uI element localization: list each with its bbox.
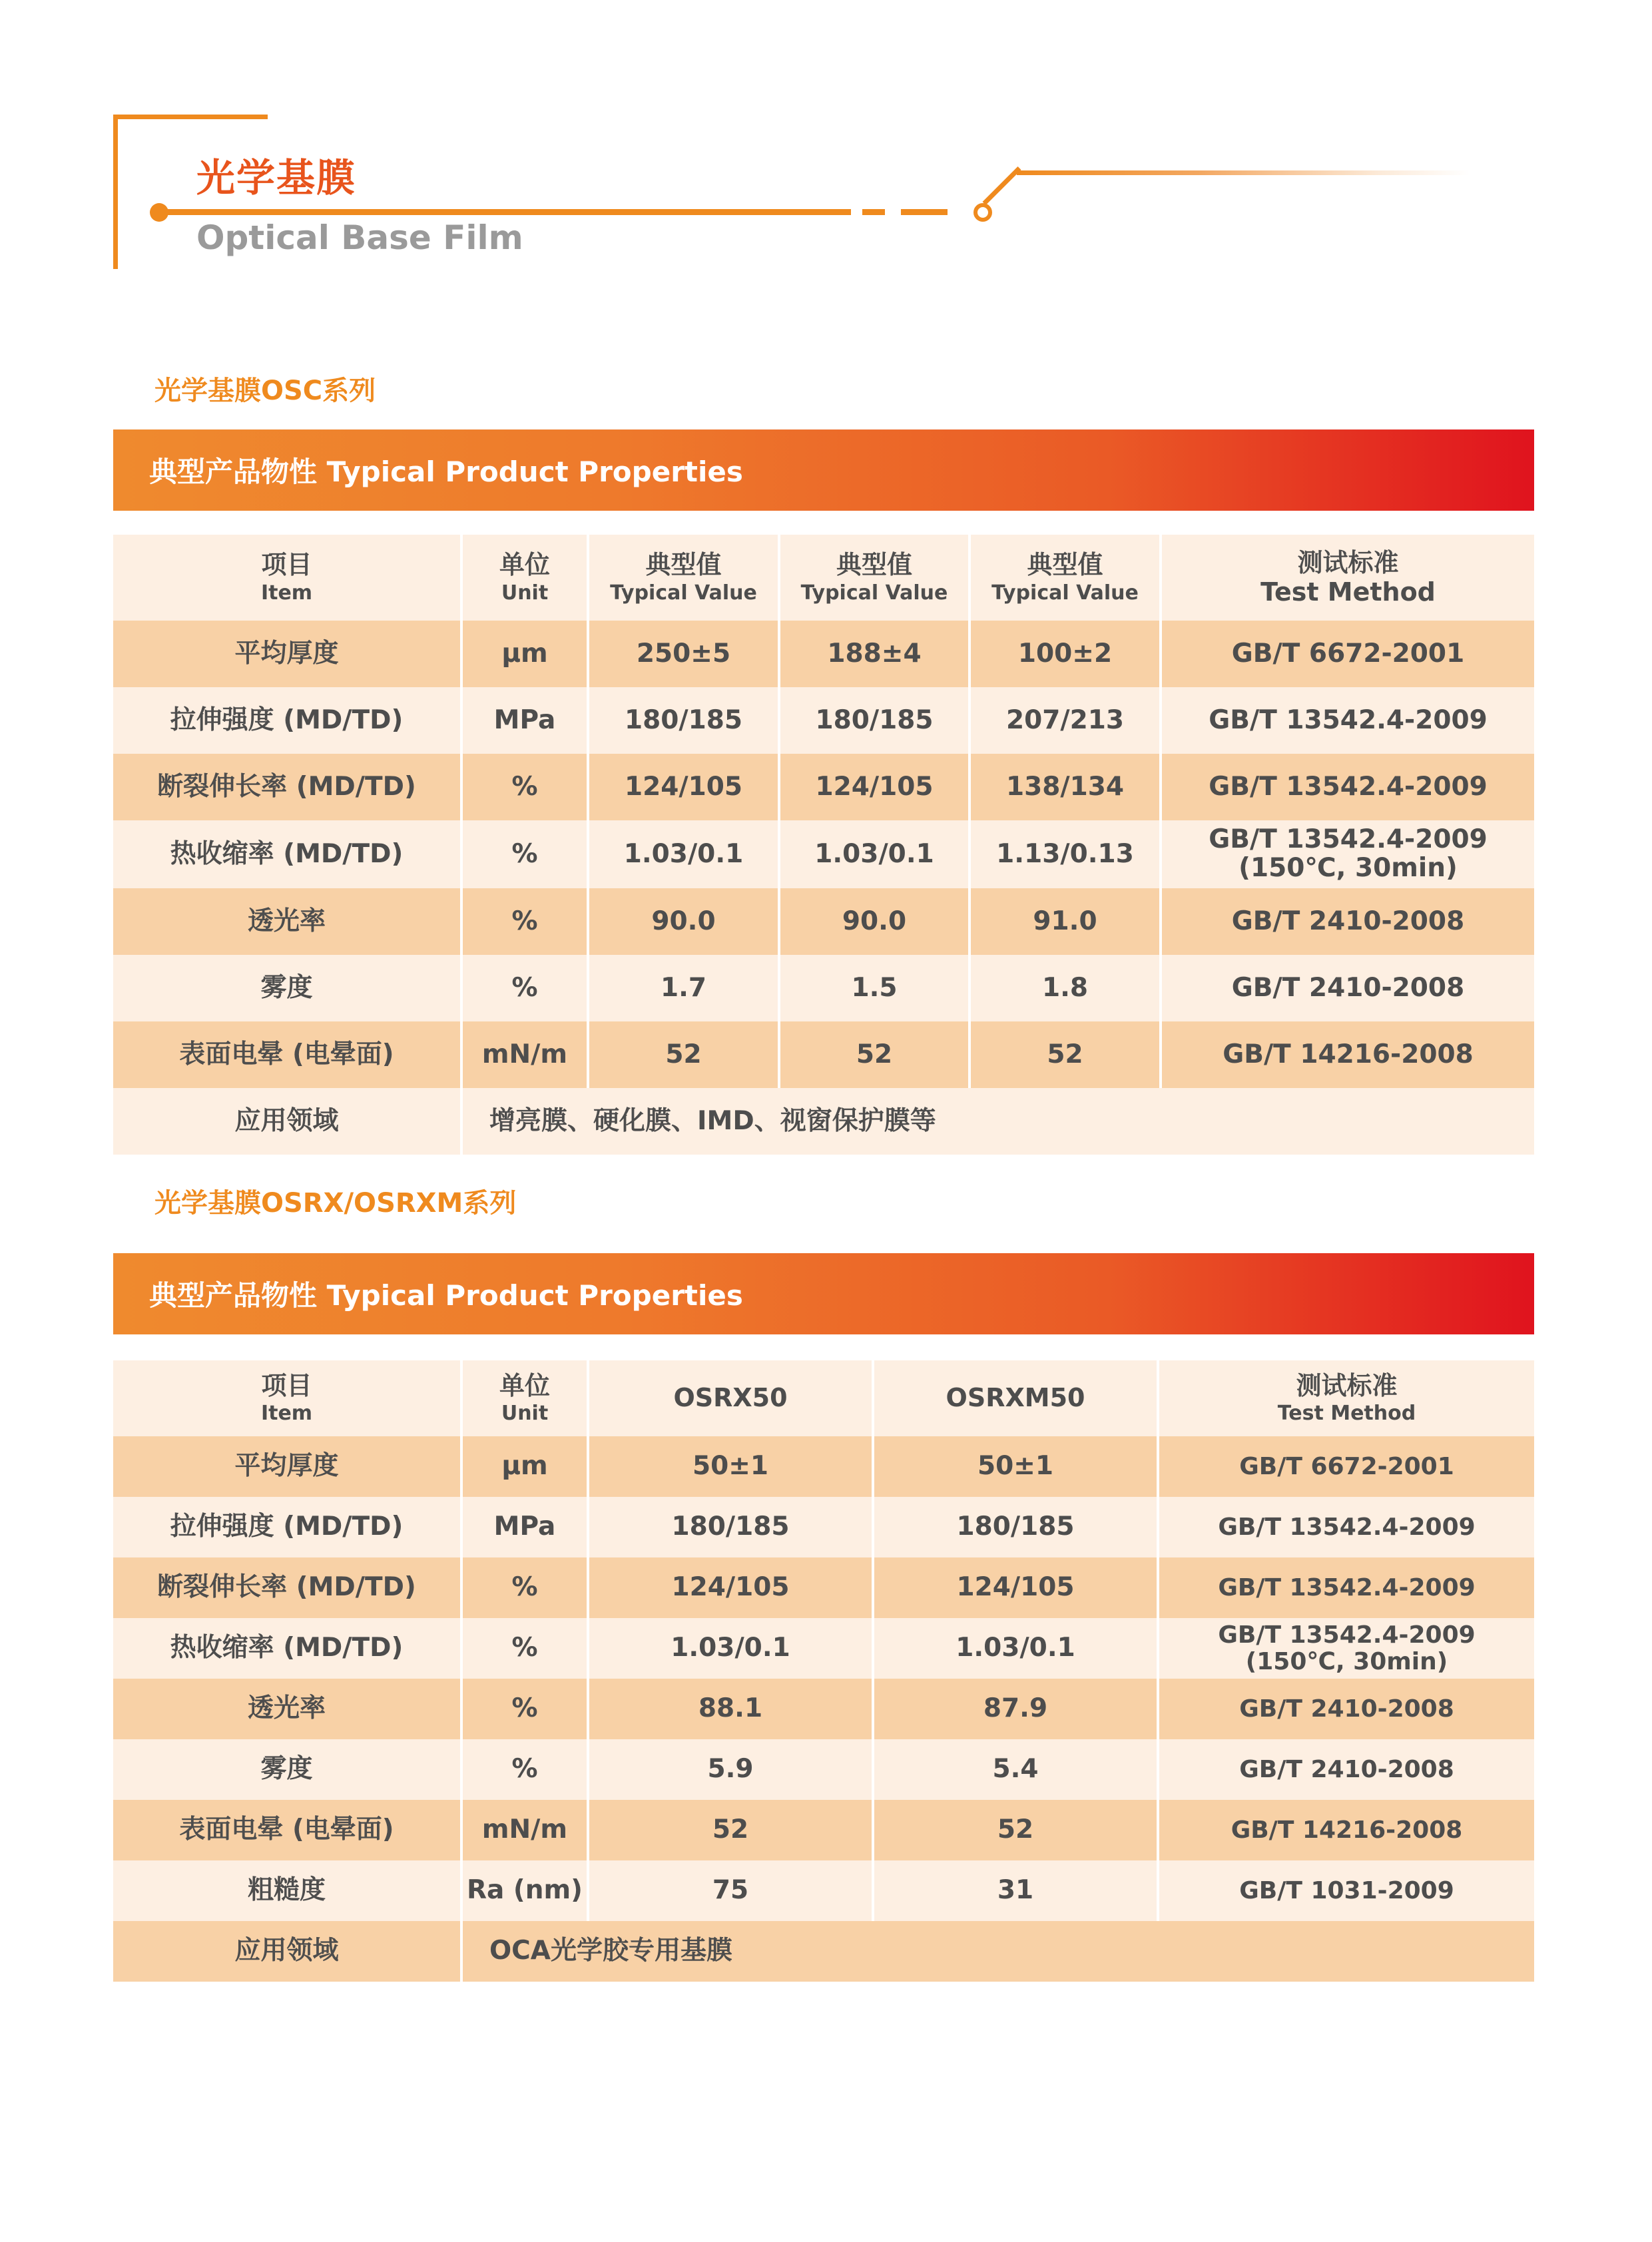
cell-value: 90.0 — [779, 888, 969, 955]
cell-value: 31 — [873, 1860, 1158, 1921]
header-item: 项目 Item — [113, 1360, 461, 1436]
cell-method: GB/T 13542.4-2009 — [1161, 687, 1534, 754]
corner-bar-top — [113, 115, 268, 119]
table-row — [113, 1860, 1534, 1921]
cell-value: 50±1 — [873, 1436, 1158, 1497]
header-line — [160, 209, 851, 215]
cell-value: 180/185 — [779, 687, 969, 754]
application-row — [113, 1088, 1534, 1155]
cell-value: 87.9 — [873, 1679, 1158, 1739]
cell-item: 拉伸强度 (MD/TD) — [113, 687, 461, 754]
cell-value: 180/185 — [873, 1497, 1158, 1557]
header-osrx50: OSRX50 — [588, 1360, 873, 1436]
cell-item: 平均厚度 — [113, 1436, 461, 1497]
cell-item: 热收缩率 (MD/TD) — [113, 1618, 461, 1679]
cell-value: 75 — [588, 1860, 873, 1921]
cell-value: 1.03/0.1 — [588, 1618, 873, 1679]
cell-unit: μm — [461, 621, 588, 687]
header-line-diagonal — [983, 166, 1021, 205]
cell-method: GB/T 2410-2008 — [1161, 888, 1534, 955]
cell-value: 88.1 — [588, 1679, 873, 1739]
header-line-dash — [862, 209, 885, 215]
header-unit: 单位 Unit — [461, 1360, 588, 1436]
cell-unit: % — [461, 1679, 588, 1739]
header-typical-value: 典型值 Typical Value — [588, 535, 779, 621]
page-title: 光学基膜 — [196, 155, 357, 200]
table-row — [113, 820, 1534, 888]
cell-value: 1.03/0.1 — [588, 820, 779, 888]
cell-value: 250±5 — [588, 621, 779, 687]
cell-value: 124/105 — [779, 754, 969, 820]
cell-unit: mN/m — [461, 1800, 588, 1860]
cell-method: GB/T 13542.4-2009 (150℃, 30min) — [1161, 820, 1534, 888]
cell-value: 207/213 — [969, 687, 1161, 754]
cell-unit: % — [461, 955, 588, 1021]
corner-bar-left — [113, 115, 118, 269]
cell-unit: mN/m — [461, 1021, 588, 1088]
cell-item: 应用领域 — [113, 1088, 461, 1155]
cell-value: 1.13/0.13 — [969, 820, 1161, 888]
cell-unit: % — [461, 1557, 588, 1618]
cell-value: 5.9 — [588, 1739, 873, 1800]
cell-value: 1.7 — [588, 955, 779, 1021]
header-line-dot — [150, 203, 168, 222]
cell-unit: MPa — [461, 687, 588, 754]
table-row — [113, 1739, 1534, 1800]
cell-item: 粗糙度 — [113, 1860, 461, 1921]
cell-item: 雾度 — [113, 1739, 461, 1800]
cell-value: 188±4 — [779, 621, 969, 687]
cell-method: GB/T 14216-2008 — [1158, 1800, 1534, 1860]
cell-value: 52 — [969, 1021, 1161, 1088]
table-row — [113, 1557, 1534, 1618]
cell-value: 124/105 — [588, 1557, 873, 1618]
cell-unit: % — [461, 1739, 588, 1800]
cell-item: 透光率 — [113, 888, 461, 955]
cell-item: 断裂伸长率 (MD/TD) — [113, 754, 461, 820]
cell-value: 5.4 — [873, 1739, 1158, 1800]
cell-value: 100±2 — [969, 621, 1161, 687]
cell-value: 180/185 — [588, 687, 779, 754]
cell-method: GB/T 2410-2008 — [1158, 1739, 1534, 1800]
application-row — [113, 1921, 1534, 1982]
cell-value: 91.0 — [969, 888, 1161, 955]
cell-value: 90.0 — [588, 888, 779, 955]
table-row — [113, 1679, 1534, 1739]
cell-value: 138/134 — [969, 754, 1161, 820]
cell-item: 雾度 — [113, 955, 461, 1021]
header-osrxm50: OSRXM50 — [873, 1360, 1158, 1436]
cell-value: 50±1 — [588, 1436, 873, 1497]
header-line-dash — [901, 209, 948, 215]
header-test-method: 测试标准 Test Method — [1161, 535, 1534, 621]
table-row — [113, 955, 1534, 1021]
cell-unit: % — [461, 1618, 588, 1679]
cell-value: 52 — [873, 1800, 1158, 1860]
application-value: OCA光学胶专用基膜 — [461, 1921, 1534, 1982]
cell-unit: % — [461, 888, 588, 955]
cell-method: GB/T 13542.4-2009 — [1161, 754, 1534, 820]
properties-banner: 典型产品物性 Typical Product Properties — [113, 429, 1534, 511]
cell-method: GB/T 6672-2001 — [1158, 1436, 1534, 1497]
properties-banner: 典型产品物性 Typical Product Properties — [113, 1253, 1534, 1334]
table-row — [113, 1436, 1534, 1497]
header-test-method: 测试标准 Test Method — [1158, 1360, 1534, 1436]
cell-unit: μm — [461, 1436, 588, 1497]
section-title-osc: 光学基膜OSC系列 — [154, 376, 376, 406]
cell-value: 1.03/0.1 — [779, 820, 969, 888]
table-header-row — [113, 535, 1534, 621]
cell-value: 124/105 — [873, 1557, 1158, 1618]
cell-value: 1.03/0.1 — [873, 1618, 1158, 1679]
cell-method: GB/T 6672-2001 — [1161, 621, 1534, 687]
osrx-properties-table — [113, 1360, 1534, 1982]
cell-item: 应用领域 — [113, 1921, 461, 1982]
cell-item: 表面电晕 (电晕面) — [113, 1021, 461, 1088]
table-row — [113, 621, 1534, 687]
cell-method: GB/T 1031-2009 — [1158, 1860, 1534, 1921]
header-line-fade — [1017, 170, 1470, 175]
table-header-row — [113, 1360, 1534, 1436]
cell-value: 52 — [779, 1021, 969, 1088]
application-value: 增亮膜、硬化膜、IMD、视窗保护膜等 — [461, 1088, 1534, 1155]
cell-item: 透光率 — [113, 1679, 461, 1739]
cell-unit: % — [461, 754, 588, 820]
osc-properties-table — [113, 535, 1534, 1155]
table-row — [113, 687, 1534, 754]
cell-method: GB/T 13542.4-2009 — [1158, 1557, 1534, 1618]
header-line-ring — [973, 203, 992, 222]
header-item: 项目 Item — [113, 535, 461, 621]
section-title-osrx: 光学基膜OSRX/OSRXM系列 — [154, 1188, 517, 1219]
cell-value: 52 — [588, 1800, 873, 1860]
page-subtitle: Optical Base Film — [196, 218, 523, 257]
cell-value: 1.8 — [969, 955, 1161, 1021]
cell-value: 1.5 — [779, 955, 969, 1021]
cell-value: 180/185 — [588, 1497, 873, 1557]
table-row — [113, 1800, 1534, 1860]
cell-unit: Ra (nm) — [461, 1860, 588, 1921]
cell-value: 124/105 — [588, 754, 779, 820]
table-row — [113, 754, 1534, 820]
header-typical-value: 典型值 Typical Value — [779, 535, 969, 621]
cell-method: GB/T 14216-2008 — [1161, 1021, 1534, 1088]
header-typical-value: 典型值 Typical Value — [969, 535, 1161, 621]
cell-item: 断裂伸长率 (MD/TD) — [113, 1557, 461, 1618]
table-row — [113, 1021, 1534, 1088]
table-row — [113, 888, 1534, 955]
cell-method: GB/T 2410-2008 — [1158, 1679, 1534, 1739]
cell-item: 表面电晕 (电晕面) — [113, 1800, 461, 1860]
table-row — [113, 1618, 1534, 1679]
cell-value: 52 — [588, 1021, 779, 1088]
cell-unit: MPa — [461, 1497, 588, 1557]
table-row — [113, 1497, 1534, 1557]
cell-method: GB/T 13542.4-2009 — [1158, 1497, 1534, 1557]
cell-method: GB/T 13542.4-2009 (150℃, 30min) — [1158, 1618, 1534, 1679]
cell-item: 拉伸强度 (MD/TD) — [113, 1497, 461, 1557]
cell-method: GB/T 2410-2008 — [1161, 955, 1534, 1021]
cell-unit: % — [461, 820, 588, 888]
cell-item: 平均厚度 — [113, 621, 461, 687]
cell-item: 热收缩率 (MD/TD) — [113, 820, 461, 888]
header-unit: 单位 Unit — [461, 535, 588, 621]
